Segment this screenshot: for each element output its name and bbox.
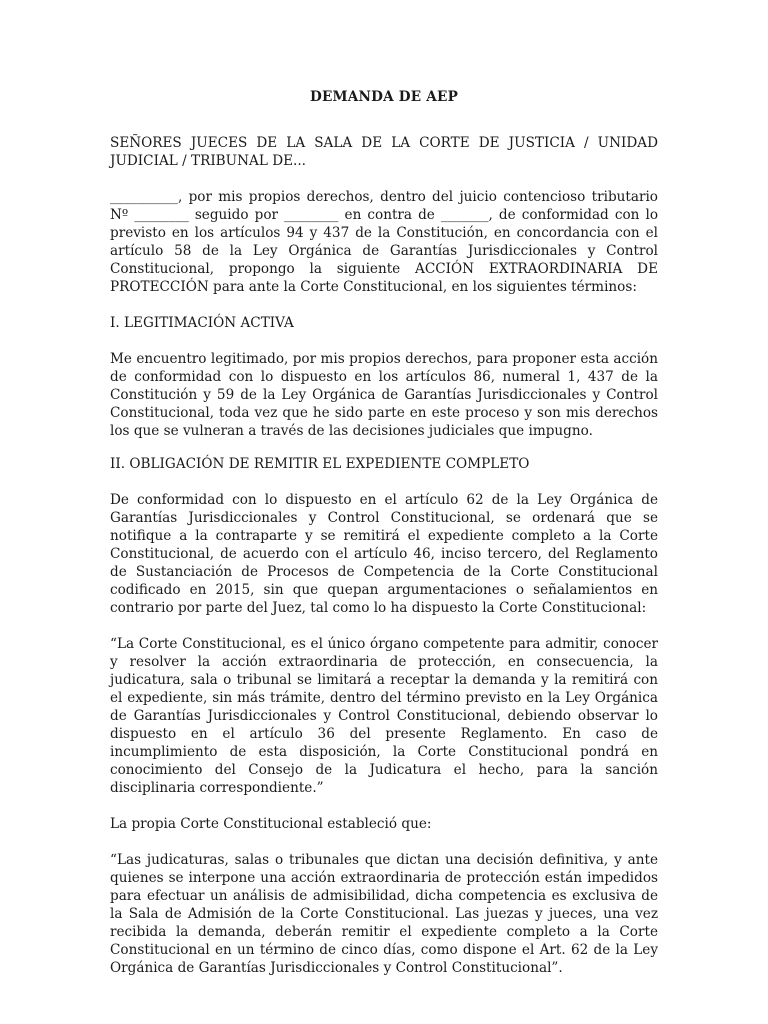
section-heading-expediente: II. OBLIGACIÓN DE REMITIR EL EXPEDIENTE COMPLETO (110, 456, 530, 472)
section-heading-legitimacion: I. LEGITIMACIÓN ACTIVA (110, 315, 294, 331)
addressee: SEÑORES JUECES DE LA SALA DE LA CORTE DE JUSTICIA / UNIDAD JUDICIAL / TRIBUNAL DE... (110, 135, 658, 169)
quote-corte: “Las judicaturas, salas o tribunales que dictan una decisión definitiva, y ante quienes se interpone una acción extraordinaria de protección están impedidos para efectuar un análisis de admisibilidad, dicha competencia es exclusiva de la Sala de Admisión de la Corte Constitucional. Las juezas y jueces, una vez recibida la demanda, deberán remitir el expediente completo a la Corte Constitucional en un término de cinco días, como dispone el Art. 62 de la Ley Orgánica de Garantías Jurisdiccionales y Control Constitucional”. (110, 852, 658, 976)
document-page (110, 88, 658, 995)
section-body-expediente: De conformidad con lo dispuesto en el artículo 62 de la Ley Orgánica de Garantías Jurisdiccionales y Control Constitucional, se ordenará que se notifique a la contraparte y se remitirá el expediente completo a la Corte Constitucional, de acuerdo con el artículo 46, inciso tercero, del Reglamento de Sustanciación de Procesos de Competencia de la Corte Constitucional codificado en 2015, sin que quepan argumentaciones o señalamientos en contrario por parte del Juez, tal como lo ha dispuesto la Corte Constitucional: (110, 492, 658, 616)
transition-paragraph: La propia Corte Constitucional estableció que: (110, 816, 432, 832)
intro-paragraph: __________, por mis propios derechos, dentro del juicio contencioso tributario Nº ________ seguido por ________ en contra de _______, de conformidad con lo previsto en los artículos 94 y 437 de la Constitución, en concordancia con el artículo 58 de la Ley Orgánica de Garantías Jurisdiccionales y Control Constitucional, propongo la siguiente ACCIÓN EXTRAORDINARIA DE PROTECCIÓN para ante la Corte Constitucional, en los siguientes términos: (110, 189, 658, 295)
section-body-legitimacion: Me encuentro legitimado, por mis propios derechos, para proponer esta acción de conformidad con lo dispuesto en los artículos 86, numeral 1, 437 de la Constitución y 59 de la Ley Orgánica de Garantías Jurisdiccionales y Control Constitucional, toda vez que he sido parte en este proceso y son mis derechos los que se vulneran a través de las decisiones judiciales que impugno. (110, 351, 658, 439)
quote-reglamento: “La Corte Constitucional, es el único órgano competente para admitir, conocer y resolver la acción extraordinaria de protección, en consecuencia, la judicatura, sala o tribunal se limitará a receptar la demanda y la remitirá con el expediente, sin más trámite, dentro del término previsto en la Ley Orgánica de Garantías Jurisdiccionales y Control Constitucional, debiendo observar lo dispuesto en el artículo 36 del presente Reglamento. En caso de incumplimiento de esta disposición, la Corte Constitucional pondrá en conocimiento del Consejo de la Judicatura el hecho, para la sanción disciplinaria correspondiente.” (110, 636, 658, 796)
document-title: DEMANDA DE AEP (309, 89, 459, 105)
